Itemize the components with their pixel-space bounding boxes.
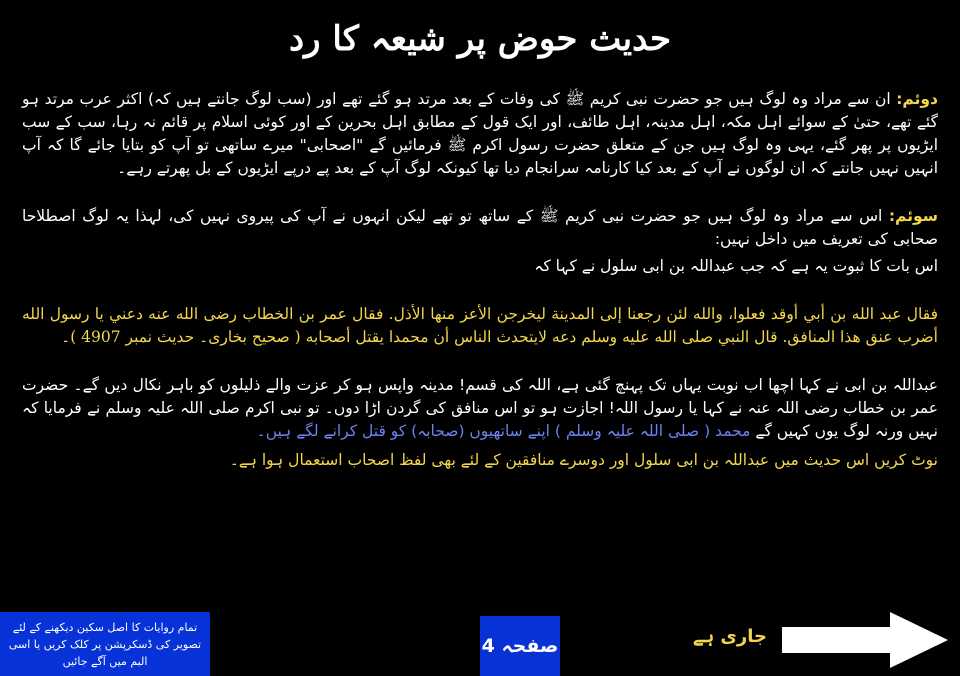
album-info-text: تمام روایات کا اصل سکین دیکھنے کے لئے تصویر کی ڈسکرپشن پر کلک کریں یا اسی البم میں آگے جائیں [8,620,202,668]
page-number-box [480,616,560,676]
continued-label: جاری ہے [693,626,767,647]
paragraph-third-view [22,205,938,251]
paragraph-label: سوئم: [888,207,938,225]
paragraph-second-view [22,88,938,180]
translation-text: عبداللہ بن ابی نے کہا اچھا اب نوبت یہاں تک پہنچ گئی ہے، اللہ کی قسم! مدینہ واپس ہو کر عزت والے ذلیلوں کو باہر نکال دیں گے۔ حضرت عمر بن خطاب رضی اللہ عنہ نے کہا یا رسول اللہ! اجازت ہو تو اس منافق کی گردن اڑا دوں۔ تو نبی اکرم صلی اللہ علیہ وسلم نے فرمایا کہ نہیں ورنہ لوگ یوں کہیں گے [22,376,938,440]
translation-highlight: محمد ( صلی اللہ علیہ وسلم ) اپنے ساتھیوں (صحابہ) کو قتل کرانے لگے ہیں۔ [256,422,751,440]
arabic-hadith-text: فقال عبد الله بن أبي أوقد فعلوا، والله لئن رجعنا إلى المدينة ليخرجن الأعز منها الأذل. فقال عمر بن الخطاب رضى الله عنه دعني يا رسول الله أضرب عنق هذا المنافق. قال النبي صلى الله عليه وسلم دعه لايتحدث الناس أن محمدا يقتل أصحابه [22,305,938,346]
page-title: حدیث حوض پر شیعہ کا رد [289,19,671,59]
paragraph-translation [22,374,938,443]
document-body [22,88,938,497]
page-number: صفحہ 4 [481,635,559,657]
paragraph-label: دوئم: [896,90,938,108]
paragraph-text: اس سے مراد وہ لوگ ہیں جو حضرت نبی کریم ﷺ کے ساتھ تو تھے لیکن انہوں نے آپ کی پیروی نہیں کی، لہذا یہ لوگ اصطلاحا صحابی کی تعریف میں داخل نہیں: [22,207,938,248]
paragraph-proof: اس بات کا ثبوت یہ ہے کہ جب عبداللہ بن ابی سلول نے کہا کہ [534,257,938,275]
arabic-hadith-quote [22,303,938,349]
right-arrow-icon[interactable] [782,612,950,668]
album-info-box [0,612,210,676]
hadith-reference: ( صحیح بخاری۔ حدیث نمبر 4907 )۔ [61,328,301,346]
paragraph-text: ان سے مراد وہ لوگ ہیں جو حضرت نبی کریم ﷺ کی وفات کے بعد مرتد ہو گئے تھے اور (سب لوگ جانتے ہیں کہ) اکثر عرب مرتد ہو گئے تھے، حتیٰ کے سوائے اہل مکہ، اہل مدینہ، اہل طائف، اور ایک قول کے مطابق اہل بحرین کے اور کوئی اسلام پر قائم نہ رہا، سب کے سب ایڑیوں پر پھر گئے، یہی وہ لوگ ہیں جن کے متعلق حضرت رسول اکرم ﷺ فرمائیں گے "اصحابی" میرے ساتھی تو آپ کو بتایا جائے گا کہ آپ انہیں نہیں جانتے کہ ان لوگوں نے آپ کے بعد کیا کارنامہ سرانجام دیا تھا کیونکہ لوگ آپ کے بعد پے درپے ایڑیوں کے بل پھرتے رہے۔ [22,90,938,177]
note-text: نوٹ کریں اس حدیث میں عبداللہ بن ابی سلول اور دوسرے منافقین کے لئے بھی لفظ اصحاب استعمال ہوا ہے۔ [229,451,938,469]
